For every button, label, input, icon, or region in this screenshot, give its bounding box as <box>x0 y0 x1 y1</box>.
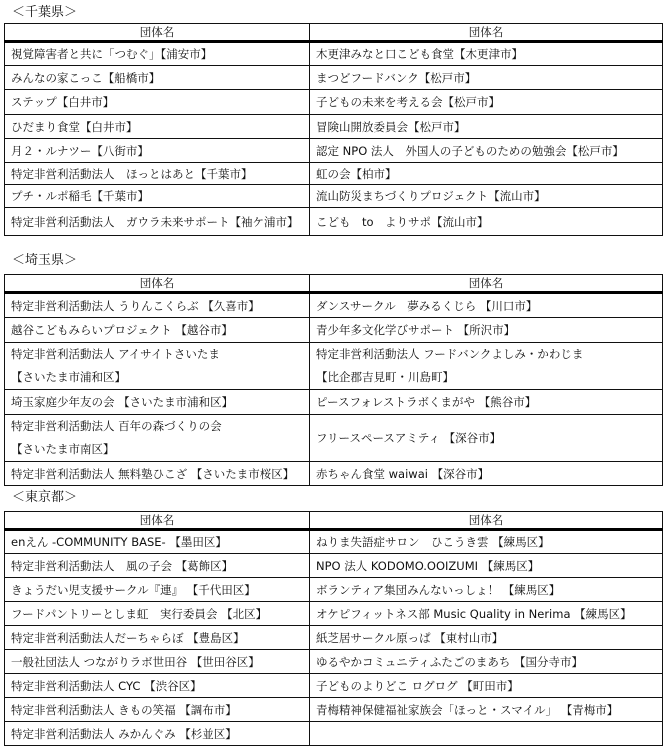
table-cell: みんなの家こっこ【船橋市】 <box>5 66 310 90</box>
section-title-saitama: ＜埼玉県＞ <box>12 253 78 268</box>
table-row <box>5 626 663 650</box>
table-cell: NPO 法人 KODOMO.OOIZUMI 【練馬区】 <box>310 554 663 578</box>
table-tokyo <box>4 511 663 746</box>
table-cell: 認定 NPO 法人 外国人の子どものための勉強会【松戸市】 <box>310 139 663 163</box>
table-row <box>5 530 663 554</box>
table-row <box>5 293 663 318</box>
table-row <box>5 208 663 236</box>
table-cell: 流山防災まちづくりプロジェクト【流山市】 <box>310 185 663 208</box>
section-title-tokyo: ＜東京都＞ <box>12 490 78 505</box>
table-header-row <box>5 275 663 293</box>
table-cell: プチ・ルポ稲毛【千葉市】 <box>5 185 310 208</box>
table-cell: 特定非営利活動法人 みかんぐみ 【杉並区】 <box>5 722 310 746</box>
table-cell <box>310 343 663 390</box>
table-row <box>5 66 663 90</box>
table-cell: enえん -COMMUNITY BASE- 【墨田区】 <box>5 530 310 554</box>
table-row <box>5 163 663 185</box>
table-cell: 特定非営利活動法人だーちゃらぼ 【豊島区】 <box>5 626 310 650</box>
column-header: 団体名 <box>5 275 310 293</box>
table-row <box>5 698 663 722</box>
column-header: 団体名 <box>5 24 310 42</box>
table-cell <box>310 722 663 746</box>
table-cell: 赤ちゃん食堂 waiwai 【深谷市】 <box>310 462 663 486</box>
column-header: 団体名 <box>310 512 663 530</box>
table-cell: ステップ【白井市】 <box>5 90 310 115</box>
table-saitama <box>4 274 663 486</box>
table-cell: ゆるやかコミュニティふたごのまあち 【国分寺市】 <box>310 650 663 674</box>
section-title-chiba: ＜千葉県＞ <box>12 5 78 20</box>
table-row <box>5 42 663 66</box>
table-cell: 埼玉家庭少年友の会 【さいたま市浦和区】 <box>5 390 310 415</box>
table-row <box>5 185 663 208</box>
table-cell: 子どもの未来を考える会【松戸市】 <box>310 90 663 115</box>
table-cell: 青梅精神保健福祉家族会「ほっと・スマイル」 【青梅市】 <box>310 698 663 722</box>
column-header: 団体名 <box>5 512 310 530</box>
table-cell: オケピフィットネス部 Music Quality in Nerima 【練馬区】 <box>310 602 663 626</box>
table-cell: ねりま失語症サロン ひこうき雲 【練馬区】 <box>310 530 663 554</box>
table-cell: 一般社団法人 つながりラボ世田谷 【世田谷区】 <box>5 650 310 674</box>
table-row <box>5 343 663 390</box>
column-header: 団体名 <box>310 24 663 42</box>
table-row <box>5 139 663 163</box>
table-row <box>5 115 663 139</box>
table-cell: 特定非営利活動法人 CYC 【渋谷区】 <box>5 674 310 698</box>
cell-line: 【比企郡吉見町・川島町】 <box>316 370 454 384</box>
table-cell: ダンスサークル 夢みるくじら 【川口市】 <box>310 293 663 318</box>
table-row <box>5 602 663 626</box>
cell-line: 特定非営利活動法人 百年の森づくりの会 <box>11 419 222 433</box>
table-cell: ひだまり食堂【白井市】 <box>5 115 310 139</box>
table-cell: 月２・ルナツー【八街市】 <box>5 139 310 163</box>
cell-line: 特定非営利活動法人 フードバンクよしみ・かわじま <box>316 347 584 361</box>
cell-line: 【さいたま市南区】 <box>11 442 115 456</box>
table-cell: 紙芝居サークル原っぱ 【東村山市】 <box>310 626 663 650</box>
table-cell: ボランティア集団みんないっしょ！ 【練馬区】 <box>310 578 663 602</box>
table-row <box>5 462 663 486</box>
table-cell: フードパントリーとしま虹 実行委員会 【北区】 <box>5 602 310 626</box>
table-cell: 特定非営利活動法人 ほっとはあと【千葉市】 <box>5 163 310 185</box>
table-cell: 特定非営利活動法人 きもの笑福 【調布市】 <box>5 698 310 722</box>
table-cell: まつどフードバンク【松戸市】 <box>310 66 663 90</box>
table-row <box>5 318 663 343</box>
table-row <box>5 90 663 115</box>
table-cell: 木更津みなと口こども食堂【木更津市】 <box>310 42 663 66</box>
table-cell: 冒険山開放委員会【松戸市】 <box>310 115 663 139</box>
cell-line: 特定非営利活動法人 アイサイトさいたま <box>11 347 220 361</box>
table-row <box>5 722 663 746</box>
table-row <box>5 390 663 415</box>
table-row <box>5 578 663 602</box>
table-cell: ピースフォレストラボくまがや 【熊谷市】 <box>310 390 663 415</box>
table-cell: こども to よりサポ【流山市】 <box>310 208 663 236</box>
table-cell: 特定非営利活動法人 うりんこくらぶ 【久喜市】 <box>5 293 310 318</box>
column-header: 団体名 <box>310 275 663 293</box>
table-cell: 青少年多文化学びサポート 【所沢市】 <box>310 318 663 343</box>
table-header-row <box>5 24 663 42</box>
table-cell: 特定非営利活動法人 風の子会 【葛飾区】 <box>5 554 310 578</box>
table-cell: 虹の会【柏市】 <box>310 163 663 185</box>
table-cell: 越谷こどもみらいプロジェクト 【越谷市】 <box>5 318 310 343</box>
table-row <box>5 554 663 578</box>
table-row <box>5 650 663 674</box>
table-cell: きょうだい児支援サークル『連』 【千代田区】 <box>5 578 310 602</box>
table-cell: 子どものよりどこ ログログ 【町田市】 <box>310 674 663 698</box>
table-row <box>5 674 663 698</box>
table-header-row <box>5 512 663 530</box>
table-cell: 視覚障害者と共に「つむぐ」【浦安市】 <box>5 42 310 66</box>
table-cell <box>5 343 310 390</box>
cell-line: 【さいたま市浦和区】 <box>11 370 126 384</box>
table-cell: 特定非営利活動法人 ガウラ未来サポート【袖ケ浦市】 <box>5 208 310 236</box>
table-cell <box>5 415 310 462</box>
table-row <box>5 415 663 462</box>
table-cell: フリースペースアミティ 【深谷市】 <box>310 415 663 462</box>
table-chiba <box>4 23 663 236</box>
table-cell: 特定非営利活動法人 無料塾ひこざ 【さいたま市桜区】 <box>5 462 310 486</box>
